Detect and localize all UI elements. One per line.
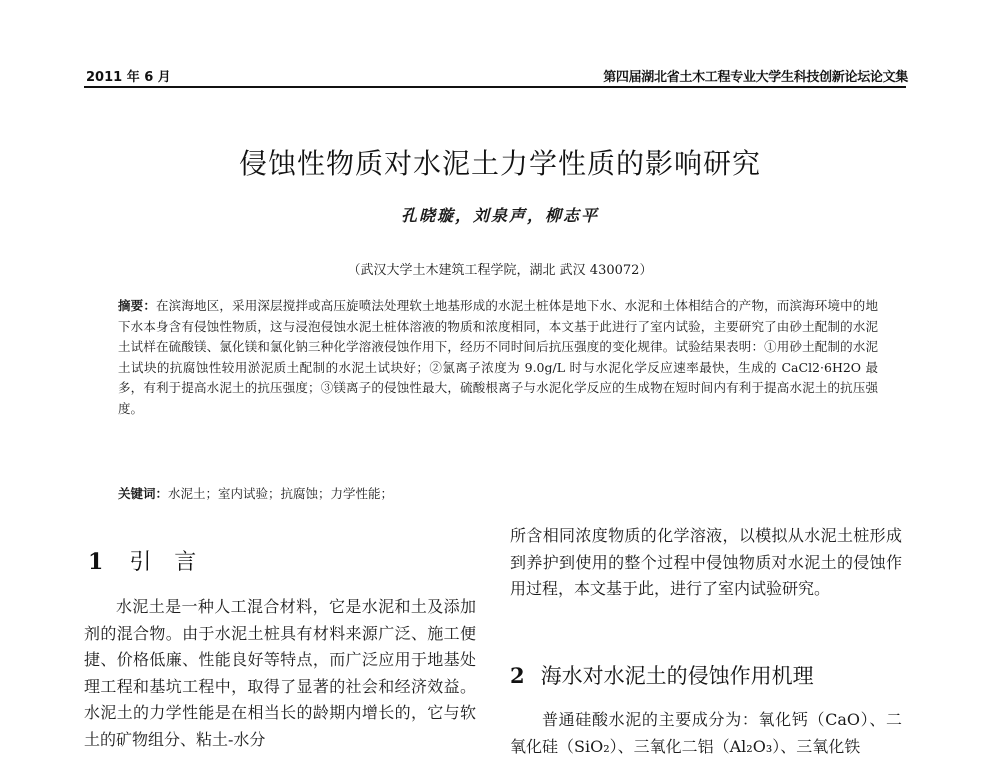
left-column	[84, 594, 476, 753]
keywords-text: 水泥土；室内试验；抗腐蚀；力学性能；	[168, 486, 394, 501]
section-1-number: 1	[88, 549, 112, 575]
section-2-title: 海水对水泥土的侵蚀作用机理	[540, 664, 814, 688]
header-date: 2011 年 6 月	[86, 70, 171, 85]
paper-authors: 孔晓璇，刘泉声，柳志平	[400, 206, 599, 225]
abstract-text: 在滨海地区，采用深层搅拌或高压旋喷法处理软土地基形成的水泥土桩体是地下水、水泥和土体相结合的产物，而滨海环境中的地下水本身含有侵蚀性物质，这与浸泡侵蚀水泥土桩体溶液的物质和浓度相同，本文基于此进行了室内试验，主要研究了由砂土配制的水泥土试样在硫酸镁、氯化镁和氯化钠三种化学溶液侵蚀作用下，经历不同时间后抗压强度的变化规律。试验结果表明：①用砂土配制的水泥土试块的抗腐蚀性较用淤泥质土配制的水泥土试块好；②氯离子浓度为 9.0g/L 时与水泥化学反应速率最快，生成的 CaCl2·6H2O 最多，有利于提高水泥土的抗压强度；③镁离子的侵蚀性最大，硫酸根离子与水泥化学反应的生成物在短时间内有利于提高水泥土的抗压强度。	[118, 298, 878, 416]
right-column-top	[510, 523, 902, 603]
abstract	[118, 296, 878, 419]
paper-affiliation: （武汉大学土木建筑工程学院，湖北 武汉 430072）	[347, 263, 653, 278]
section-1-paragraph: 水泥土是一种人工混合材料，它是水泥和土及添加剂的混合物。由于水泥土桩具有材料来源广泛、施工便捷、价格低廉、性能良好等特点，而广泛应用于地基处理工程和基坑工程中，取得了显著的社会和经济效益。水泥土的力学性能是在相当长的龄期内增长的，它与软土的矿物组分、粘土-水分	[84, 597, 476, 749]
section-2-paragraph: 普通硅酸水泥的主要成分为：氧化钙（CaO）、二氧化硅（SiO₂）、三氧化二铝（Al₂O₃）、三氧化铁	[510, 710, 902, 756]
keywords	[118, 484, 393, 502]
keywords-label: 关键词：	[118, 486, 169, 501]
section-2-heading	[510, 660, 814, 690]
right-column-paragraph: 所含相同浓度物质的化学溶液，以模拟从水泥土桩形成到养护到使用的整个过程中侵蚀物质对水泥土的侵蚀作用过程，本文基于此，进行了室内试验研究。	[510, 526, 902, 598]
header-rule	[84, 86, 906, 88]
paper-title: 侵蚀性物质对水泥土力学性质的影响研究	[238, 147, 761, 180]
section-1-heading	[88, 545, 204, 576]
header-proceedings: 第四届湖北省土木工程专业大学生科技创新论坛论文集	[603, 70, 908, 85]
right-column-bottom	[510, 707, 902, 760]
section-2-number: 2	[510, 663, 525, 688]
abstract-label: 摘要：	[118, 298, 157, 313]
section-1-title: 引 言	[129, 550, 205, 575]
